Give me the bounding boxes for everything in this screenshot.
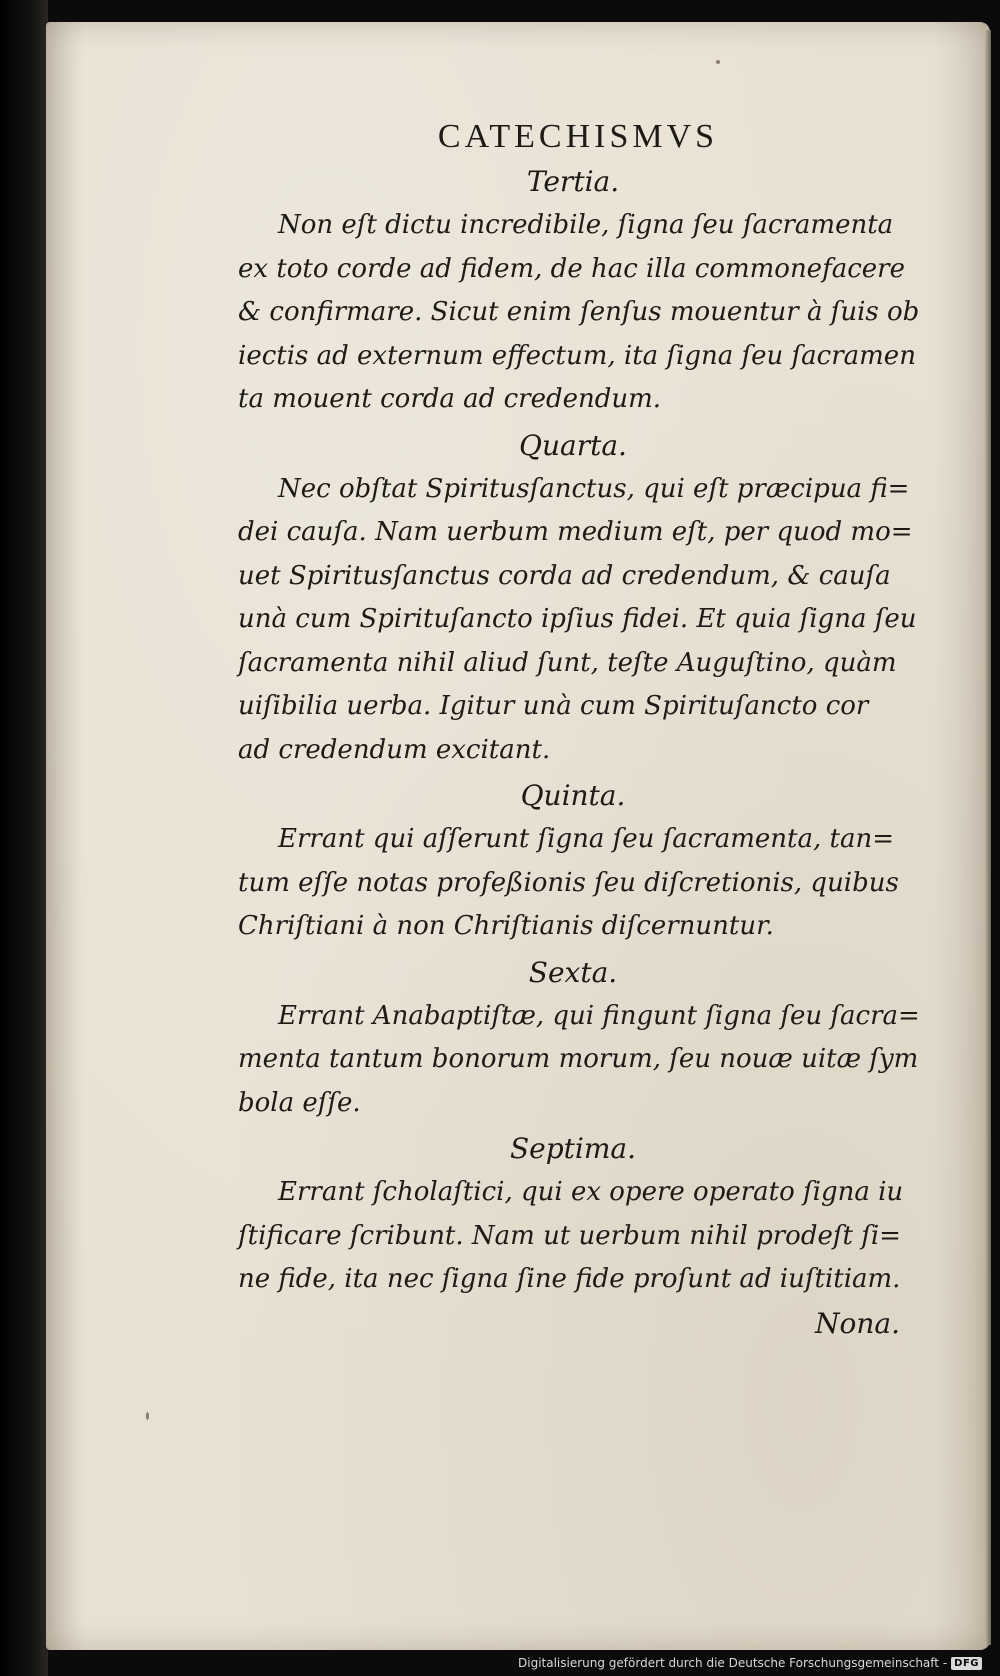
page-edge	[985, 30, 991, 1645]
section-quarta	[238, 426, 917, 773]
paragraph	[238, 818, 908, 949]
section-heading: Quinta.	[520, 779, 626, 812]
text-line: Errant qui aſſerunt ſigna ſeu ſacramenta, tan=	[278, 824, 895, 854]
text-line: Non eſt dictu incredibile, ſigna ſeu ſacramenta	[278, 210, 894, 240]
section-septima	[238, 1129, 908, 1302]
text-line: Chriſtiani à non Chriſtianis diſcernuntur.	[238, 911, 774, 941]
text-line: ſtificare ſcribunt. Nam ut uerbum nihil prodeſt ſi=	[238, 1220, 901, 1251]
running-head: CATECHISMVS	[437, 118, 719, 155]
catchword: Nona.	[815, 1306, 900, 1340]
section-tertia	[238, 162, 920, 422]
text-line: dei cauſa. Nam uerbum medium eſt, per quod mo=	[238, 517, 913, 547]
text-line: Errant Anabaptiſtæ, qui fingunt ſigna ſeu ſacra=	[278, 1000, 920, 1031]
dfg-logo: DFG	[951, 1657, 982, 1670]
text-line: ad credendum excitant.	[238, 734, 551, 765]
paragraph	[238, 204, 920, 422]
text-line: Nec obſtat Spiritusſanctus, qui eſt præcipua fi=	[278, 473, 910, 504]
text-line: Errant ſcholaſtici, qui ex opere operato ſigna iu	[278, 1177, 904, 1207]
section-heading: Sexta.	[528, 955, 618, 989]
text-line: menta tantum bonorum morum, ſeu nouæ uitæ ſym	[238, 1044, 919, 1074]
digitization-credit	[518, 1656, 982, 1670]
text-line: uiſibilia uerba. Igitur unà cum Spirituſancto cor	[238, 691, 869, 721]
section-sexta	[238, 953, 920, 1126]
text-line: & confirmare. Sicut enim ſenſus mouentur à ſuis ob	[238, 297, 920, 327]
section-heading: Tertia.	[526, 165, 620, 198]
paragraph	[238, 995, 920, 1126]
section-heading: Quarta.	[519, 428, 627, 462]
section-quinta	[238, 776, 908, 949]
section-heading: Septima.	[509, 1132, 637, 1165]
credit-text: Digitalisierung gefördert durch die Deutsche Forschungsgemeinschaft -	[518, 1656, 948, 1670]
text-line: ta mouent corda ad credendum.	[238, 384, 662, 414]
text-line: iectis ad externum effectum, ita ſigna ſeu ſacramen	[238, 340, 916, 371]
page-text-block	[238, 118, 920, 1344]
text-line: ne fide, ita nec ſigna ſine fide proſunt ad iuſtitiam.	[238, 1264, 901, 1294]
paragraph	[238, 468, 917, 773]
text-line: ex toto corde ad fidem, de hac illa commonefacere	[238, 253, 905, 284]
text-line: uet Spiritusſanctus corda ad credendum, & cauſa	[238, 560, 891, 591]
text-line: ſacramenta nihil aliud ſunt, teſte Auguſtino, quàm	[238, 647, 897, 678]
paragraph	[238, 1171, 908, 1302]
text-line: tum eſſe notas profeßionis ſeu diſcretionis, quibus	[238, 867, 899, 898]
text-line: bola eſſe.	[238, 1087, 361, 1118]
book-spine-shadow	[0, 0, 48, 1676]
ink-spot	[716, 60, 720, 64]
text-line: unà cum Spirituſancto ipſius fidei. Et quia ſigna ſeu	[238, 604, 917, 634]
ink-spot	[146, 1412, 149, 1420]
